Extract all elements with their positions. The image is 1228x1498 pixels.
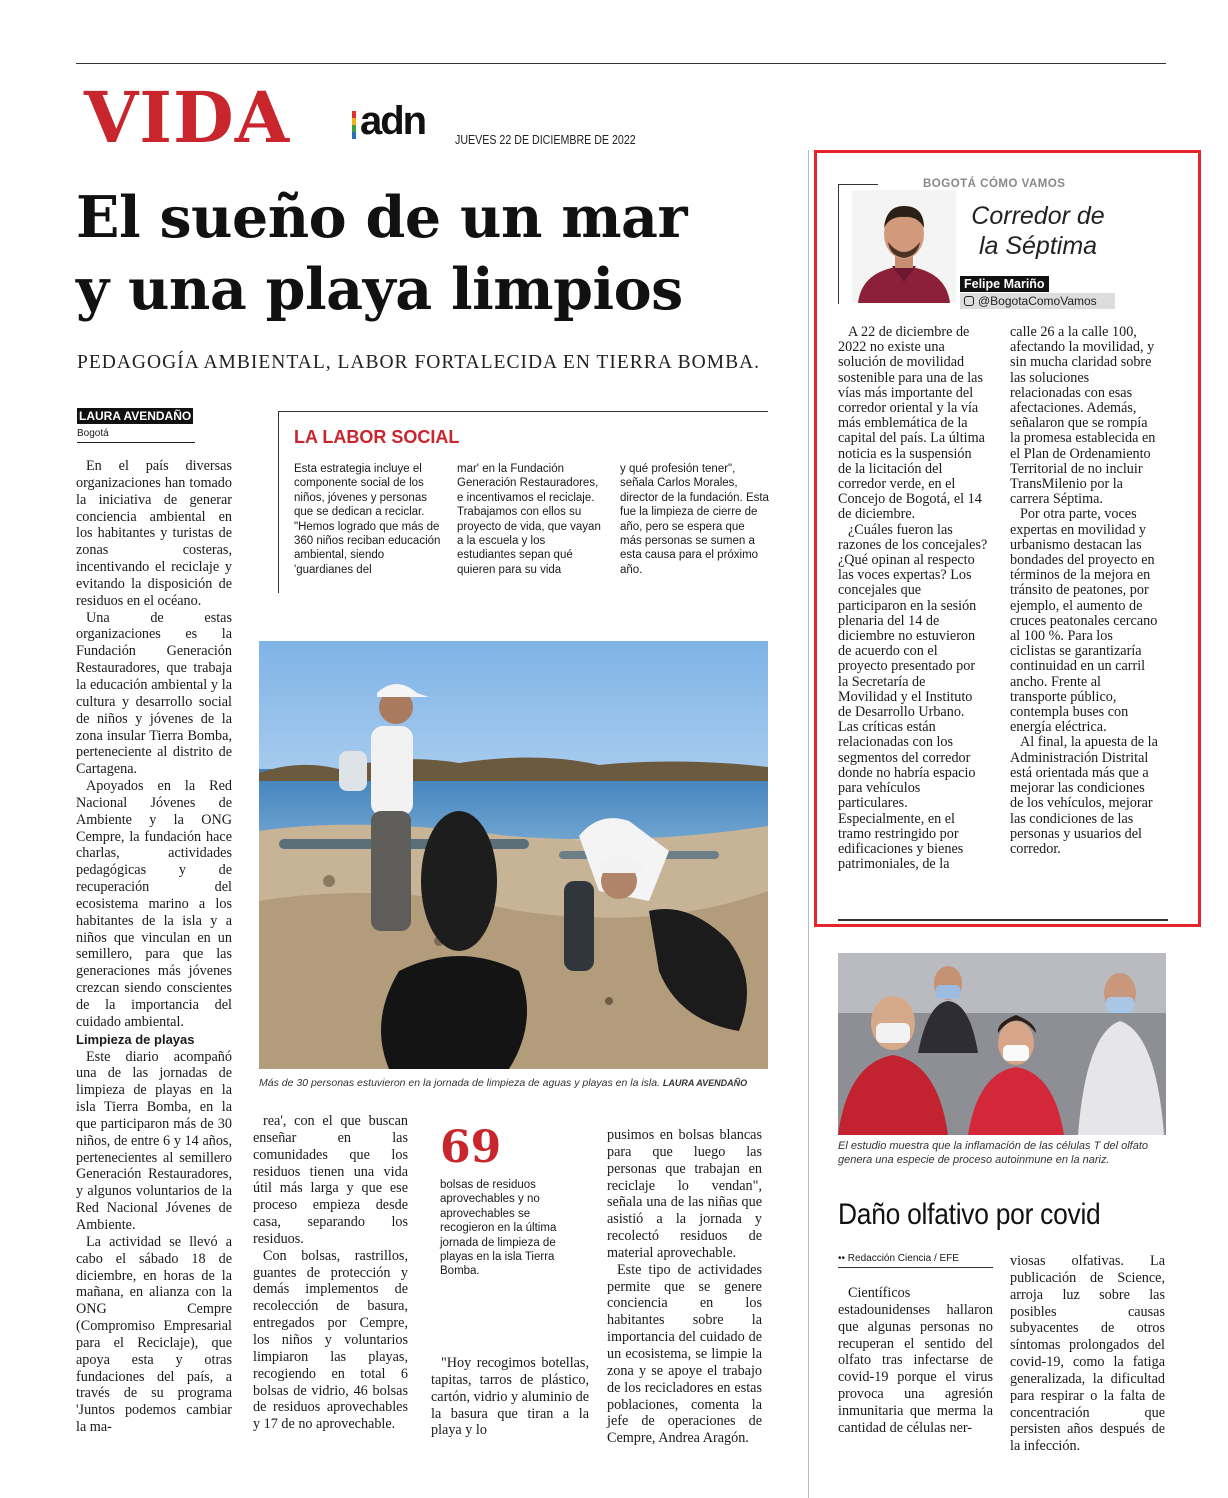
stat-description: bolsas de residuos aprovechables y no aprovechables se recogieron en la última jornada de limpieza de playas en la isla Tierra Bomba. [440, 1179, 557, 1278]
section-title: VIDA [84, 76, 291, 159]
headline: El sueño de un mar y una playa limpios [76, 184, 688, 323]
opinion-title: Corredor de la Séptima [971, 202, 1105, 260]
covid-column-2: viosas olfativas. La publicación de Science, arroja luz sobre las posibles causas subyacentes de otros síntomas prolongados del covid-19, como la fatiga generalizada, la dificultad para respirar o la falta de concentración que persisten años después de la infección. [1010, 1253, 1165, 1455]
opinion-author: Felipe Mariño [960, 276, 1049, 292]
instagram-icon [964, 296, 974, 306]
stat-number: 69 [440, 1122, 502, 1173]
photo-caption: Más de 30 personas estuvieron en la jornada de limpieza de aguas y playas en la isla. LAURA AVENDAÑO [259, 1077, 748, 1089]
logo-bars-icon [352, 111, 356, 139]
subheadline: PEDAGOGÍA AMBIENTAL, LABOR FORTALECIDA EN TIERRA BOMBA. [77, 352, 761, 373]
article-column-4: pusimos en bolsas blancas para que luego las personas que trabajan en reciclaje lo vendan", señala una de las niñas que asistió a la jornada y recolectó residuos de material aprovechable. Este tipo de actividades permite que se genere conciencia en los habitantes sobre la importancia del cuidado de un ecosistema, se limpie la zona y se apoye el trabajo de los recicladores en estas poblaciones, comenta la jefe de operaciones de Cempre, Andrea Aragón. [607, 1127, 762, 1447]
adn-logo: adn [352, 103, 444, 147]
author-name: LAURA AVENDAÑO [79, 409, 192, 423]
quote-paragraph: "Hoy recogimos botellas, tapitas, tarros de plástico, cartón, vidrio y aluminio de la basura que tiran a la playa y lo [431, 1355, 589, 1439]
masked-crowd-photo [838, 953, 1166, 1135]
opinion-bottom-rule [838, 919, 1168, 921]
beach-cleanup-photo [259, 641, 768, 1069]
opinion-column-1: A 22 de diciembre de 2022 no existe una solución de movilidad sostenible para una de las vías más importante del corredor oriental y la vía más emblemática de la capital del país. La última noticia es la suspensión de la licitación del corredor verde, en el Concejo de Bogotá, el 14 de diciembre. ¿Cuáles fueron las razones de los concejales? ¿Qué opinan al respecto las voces expertas? Los concejales que participaron en la sesión plenaria del 14 de diciembre no estuvieron de acuerdo con el proyecto presentado por la Secretaría de Movilidad y el Instituto de Desarrollo Urbano. Las críticas están relacionadas con los segmentos del corredor donde no habría espacio para vehículos particulares. Especialmente, en el tramo restringido por edificaciones y bienes patrimoniales, de la [838, 324, 988, 873]
article-column-1: En el país diversas organizaciones han tomado la iniciativa de generar conciencia ambiental en los habitantes y turistas de zonas costeras, incentivando el reciclaje y evitando la disposición de residuos en el océano. Una de estas organizaciones es la Fundación Generación Restauradores, que trabaja la educación ambiental y la cultura y desarrollo social de niños y jóvenes de la zona insular Tierra Bomba, perteneciente al distrito de Cartagena. Apoyados en la Red Nacional Jóvenes de Ambiente y la ONG Cempre, la fundación hace charlas, actividades pedagógicas y de recuperación del ecosistema marino a los habitantes de la isla y a niños que vinculan en un semillero, para que las generaciones más jóvenes crezcan siendo conscientes de la importancia del cuidado ambiental. Limpieza de playas Este diario acompañó una de las jornadas de limpieza de playas en la isla Tierra Bomba, en la que participaron más de 30 niños, de entre 6 y 14 años, pertenecientes al semillero Generación Restauradores, y algunos voluntarios de la Red Nacional Jóvenes de Ambiente. La actividad se llevó a cabo el sábado 18 de diciembre, en horas de la mañana, en alianza con la ONG Cempre (Compromiso Empresarial para el Reciclaje), que apoya esta y otras fundaciones del país, a través de su programa 'Juntos podemos cambiar la ma- [76, 458, 232, 1436]
social-labor-box: LA LABOR SOCIAL Esta estrategia incluye el componente social de los niños, jóvenes y personas que se dedican a reciclar. "Hemos logrado que más de 360 niños reciban educación ambiental, siendo 'guardianes del mar' en la Fundación Generación Restauradores, e incentivamos el reciclaje. Trabajamos con ellos su proyecto de vida, que vayan a la escuela y los estudiantes sepan qué quieren para su vida y qué profesión tener", señala Carlos Morales, director de la fundación. Esta fue la limpieza de cierre de año, pero se espera que más personas se sumen a esta causa para el próximo año. [278, 411, 768, 593]
publication-date: JUEVES 22 DE DICIEMBRE DE 2022 [455, 132, 636, 147]
byline [77, 407, 195, 443]
opinion-topic: BOGOTÁ CÓMO VAMOS [923, 178, 1066, 190]
covid-headline: Daño olfativo por covid [838, 1198, 1101, 1231]
bullet-icon: •• [838, 1253, 848, 1264]
covid-photo-caption: El estudio muestra que la inflamación de las células T del olfato genera una especie de proceso autoinmune en la nariz. [838, 1140, 1149, 1166]
box-title: LA LABOR SOCIAL [294, 427, 460, 447]
author-city: Bogotá [77, 428, 109, 439]
top-rule [76, 63, 1166, 64]
opinion-handle[interactable]: @BogotaComoVamos [960, 293, 1115, 309]
covid-byline: •• Redacción Ciencia / EFE [838, 1253, 993, 1268]
opinion-column-2: calle 26 a la calle 100, afectando la movilidad, y sin mucha claridad sobre las soluciones relacionadas con esas afectaciones. Además, señalaron que se rompía la promesa establecida en el Plan de Ordenamiento Territorial de no incluir TransMilenio por la carrera Séptima. Por otra parte, voces expertas en movilidad y urbanismo destacan las bondades del proyecto en términos de la mejora en tránsito de peatones, por ejemplo, el aumento de cruces peatonales cercano al 100 %. Para los ciclistas se garantizaría continuidad en un carril ancho. Frente al transporte público, contempla buses con energía eléctrica. Al final, la apuesta de la Administración Distrital está orientada más que a mejorar las condiciones de los vehículos, mejorar las condiciones de las personas y usuarios del corredor. [1010, 324, 1158, 857]
subsection-heading: Limpieza de playas [76, 1031, 195, 1047]
author-portrait [852, 190, 956, 303]
covid-column-1: Científicos estadounidenses hallaron que algunas personas no recuperan el sentido del olfato tras infectarse de covid-19 porque el virus provoca una agresión inmunitaria que merma la cantidad de células ner- [838, 1285, 993, 1436]
article-column-2: rea', con el que buscan enseñar en las comunidades que los residuos tienen una vida útil más larga y que ese proceso empieza desde casa, separando los residuos. Con bolsas, rastrillos, guantes de protección y demás implementos de recolección de basura, entregados por Cempre, los niños y voluntarios limpiaron las playas, recogiendo en total 6 bolsas de vidrio, 46 bolsas de residuos aprovechables y 17 de no aprovechable. [253, 1113, 408, 1433]
column-divider [808, 150, 809, 1498]
